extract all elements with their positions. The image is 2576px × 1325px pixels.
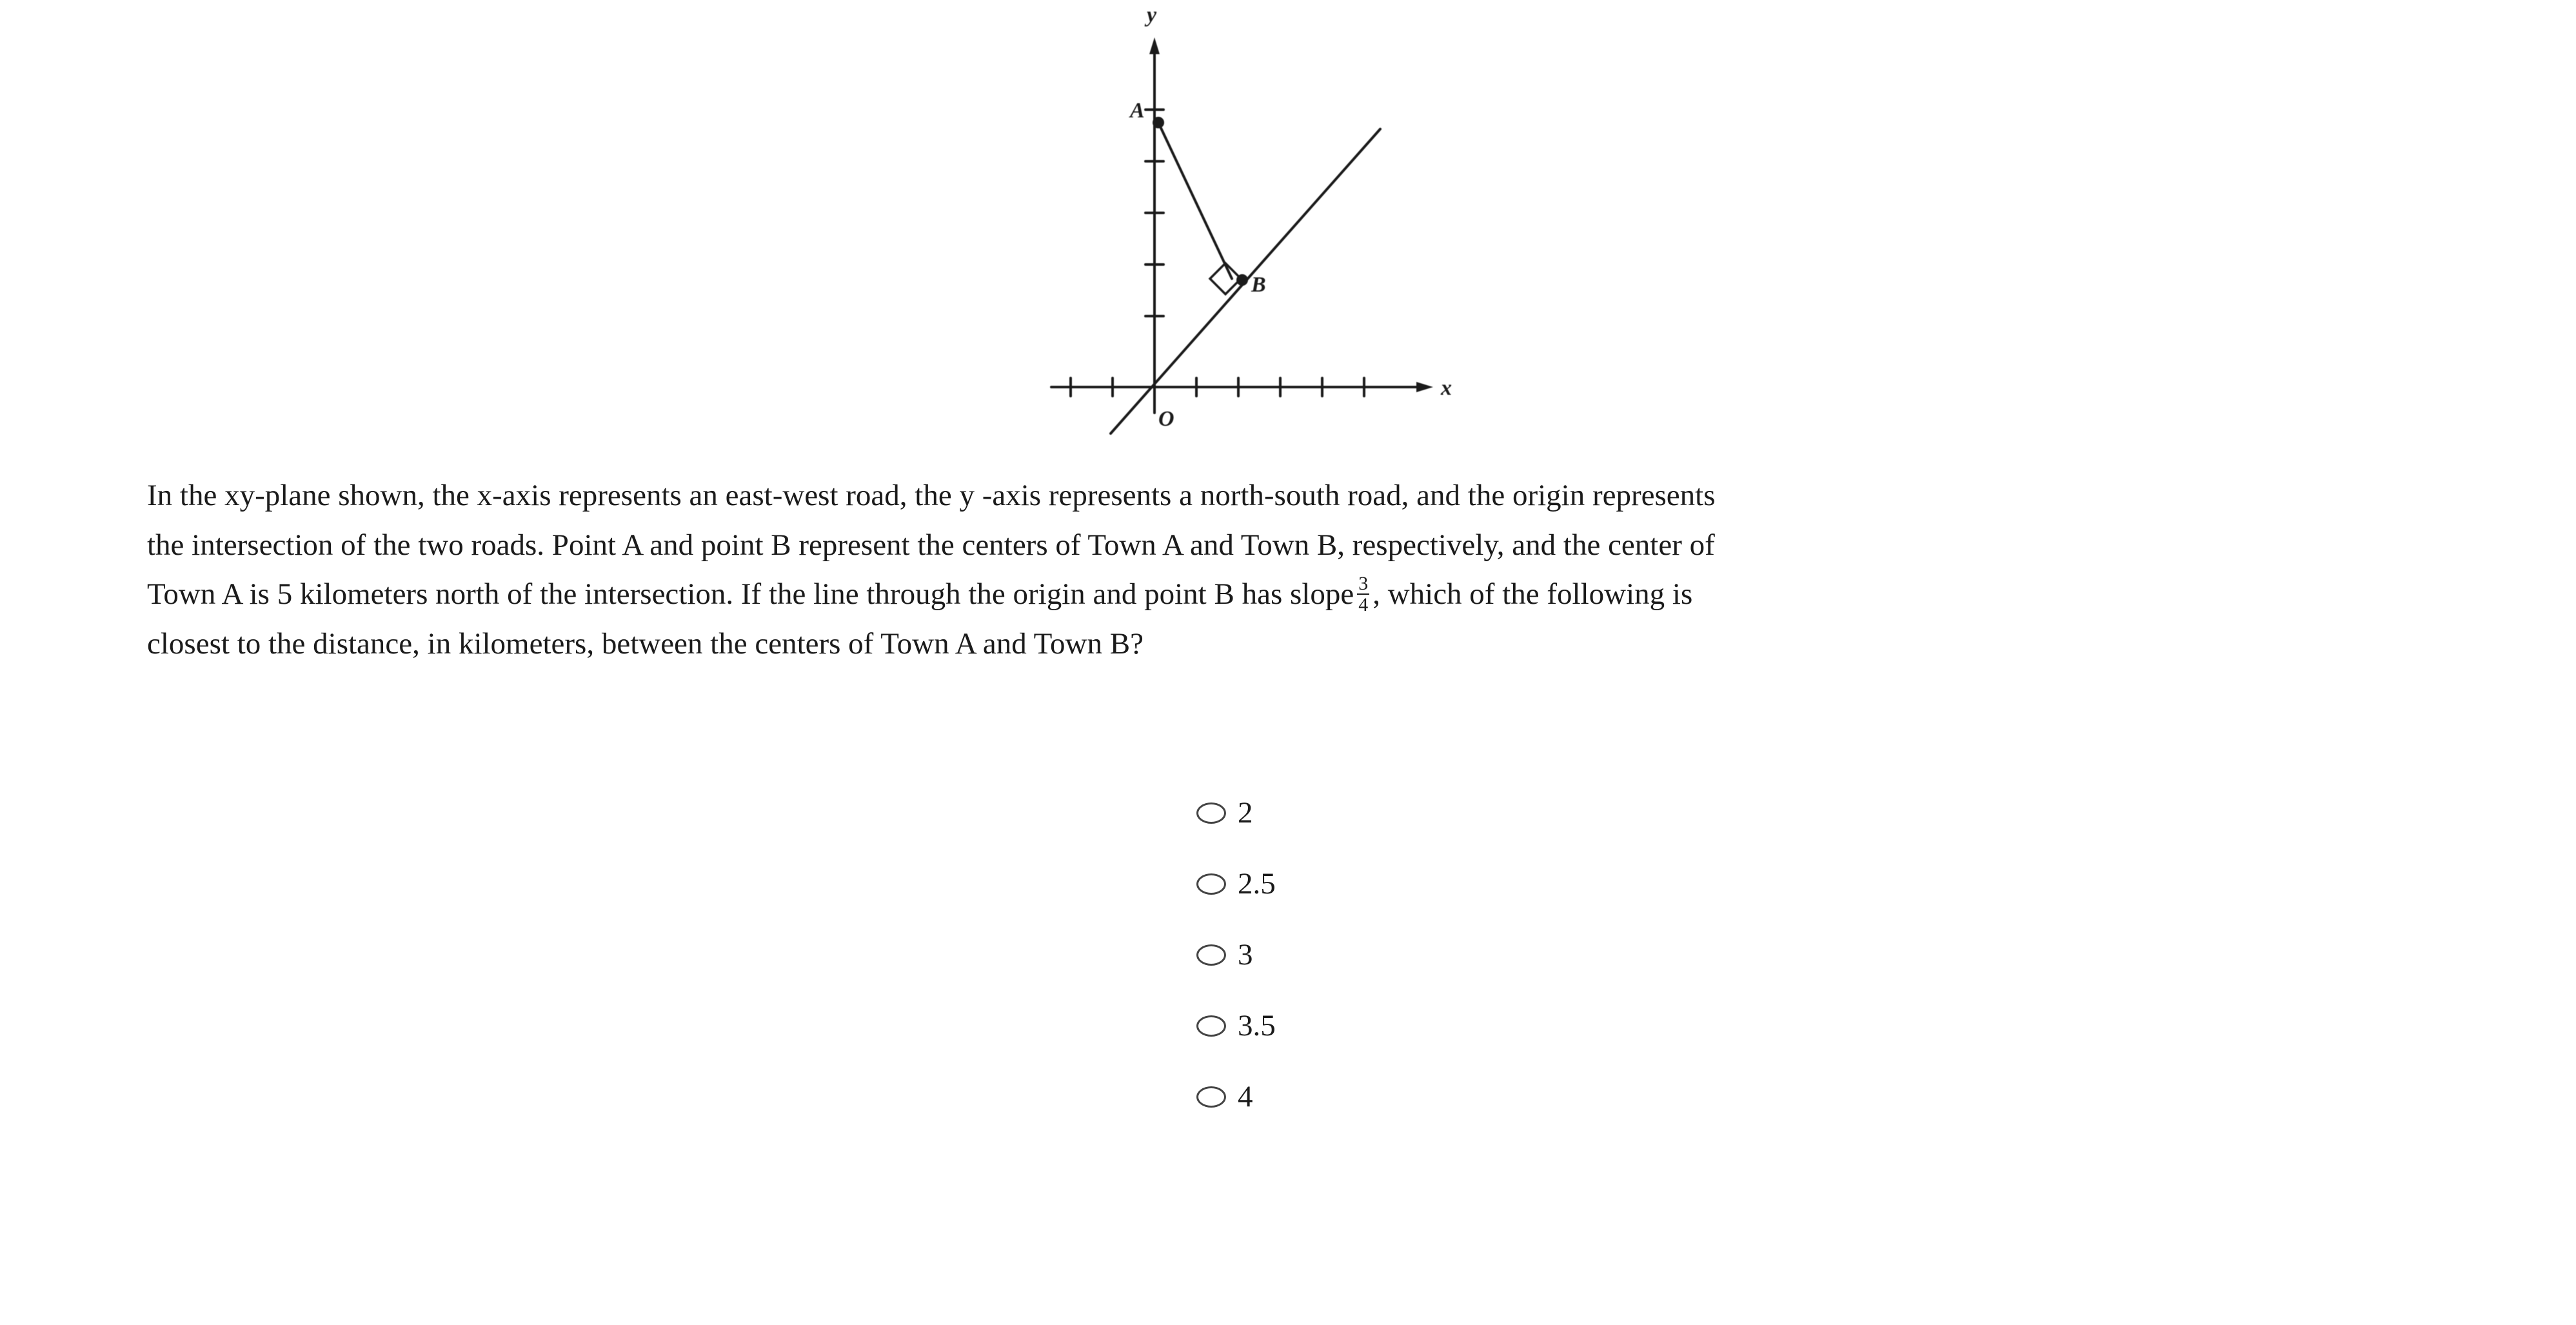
choice-option-c[interactable] [1196, 919, 1777, 990]
choice-label-e: 4 [1238, 1079, 1253, 1113]
choice-label-b: 2.5 [1238, 866, 1276, 901]
choice-option-b[interactable] [1196, 848, 1777, 919]
passage-line-1: In the xy-plane shown, the x-axis represents an east-west road, the y -axis represents a north-south road, and the origin represents [147, 479, 1716, 512]
fraction-numerator: 3 [1358, 572, 1369, 594]
passage-line-4: closest to the distance, in kilometers, between the centers of Town A and Town B? [147, 626, 1144, 661]
answer-choices [1196, 777, 1777, 1132]
radio-icon[interactable] [1196, 873, 1226, 895]
choice-option-d[interactable] [1196, 990, 1777, 1061]
passage-line-2: the intersection of the two roads. Point A and point B represent the centers of Town A and Town B, respectively, and the center of [147, 528, 1715, 562]
point-b-dot [1236, 274, 1248, 286]
choice-label-c: 3 [1238, 937, 1253, 971]
passage-line-3-before: Town A is 5 kilometers north of the intersection. If the line through the origin and point B has slope [147, 577, 1354, 612]
radio-icon[interactable] [1196, 1086, 1226, 1108]
choice-option-a[interactable] [1196, 777, 1777, 848]
origin-label: O [1158, 407, 1174, 431]
choice-label-d: 3.5 [1238, 1008, 1276, 1042]
figure-container [1032, 0, 1471, 452]
radio-icon[interactable] [1196, 802, 1226, 824]
question-passage [147, 471, 2456, 668]
passage-line-3-after: , which of the following is [1372, 577, 1693, 612]
x-axis-label: x [1441, 376, 1452, 400]
passage-line-3 [147, 570, 2456, 619]
fraction-denominator: 4 [1358, 594, 1369, 616]
slope-fraction [1357, 573, 1369, 616]
choice-option-e[interactable] [1196, 1061, 1777, 1132]
point-a-label: A [1130, 99, 1145, 123]
choice-label-a: 2 [1238, 795, 1253, 830]
point-a-dot [1153, 117, 1164, 128]
radio-icon[interactable] [1196, 944, 1226, 966]
y-axis-label: y [1147, 3, 1157, 27]
point-b-label: B [1251, 273, 1266, 297]
radio-icon[interactable] [1196, 1015, 1226, 1037]
